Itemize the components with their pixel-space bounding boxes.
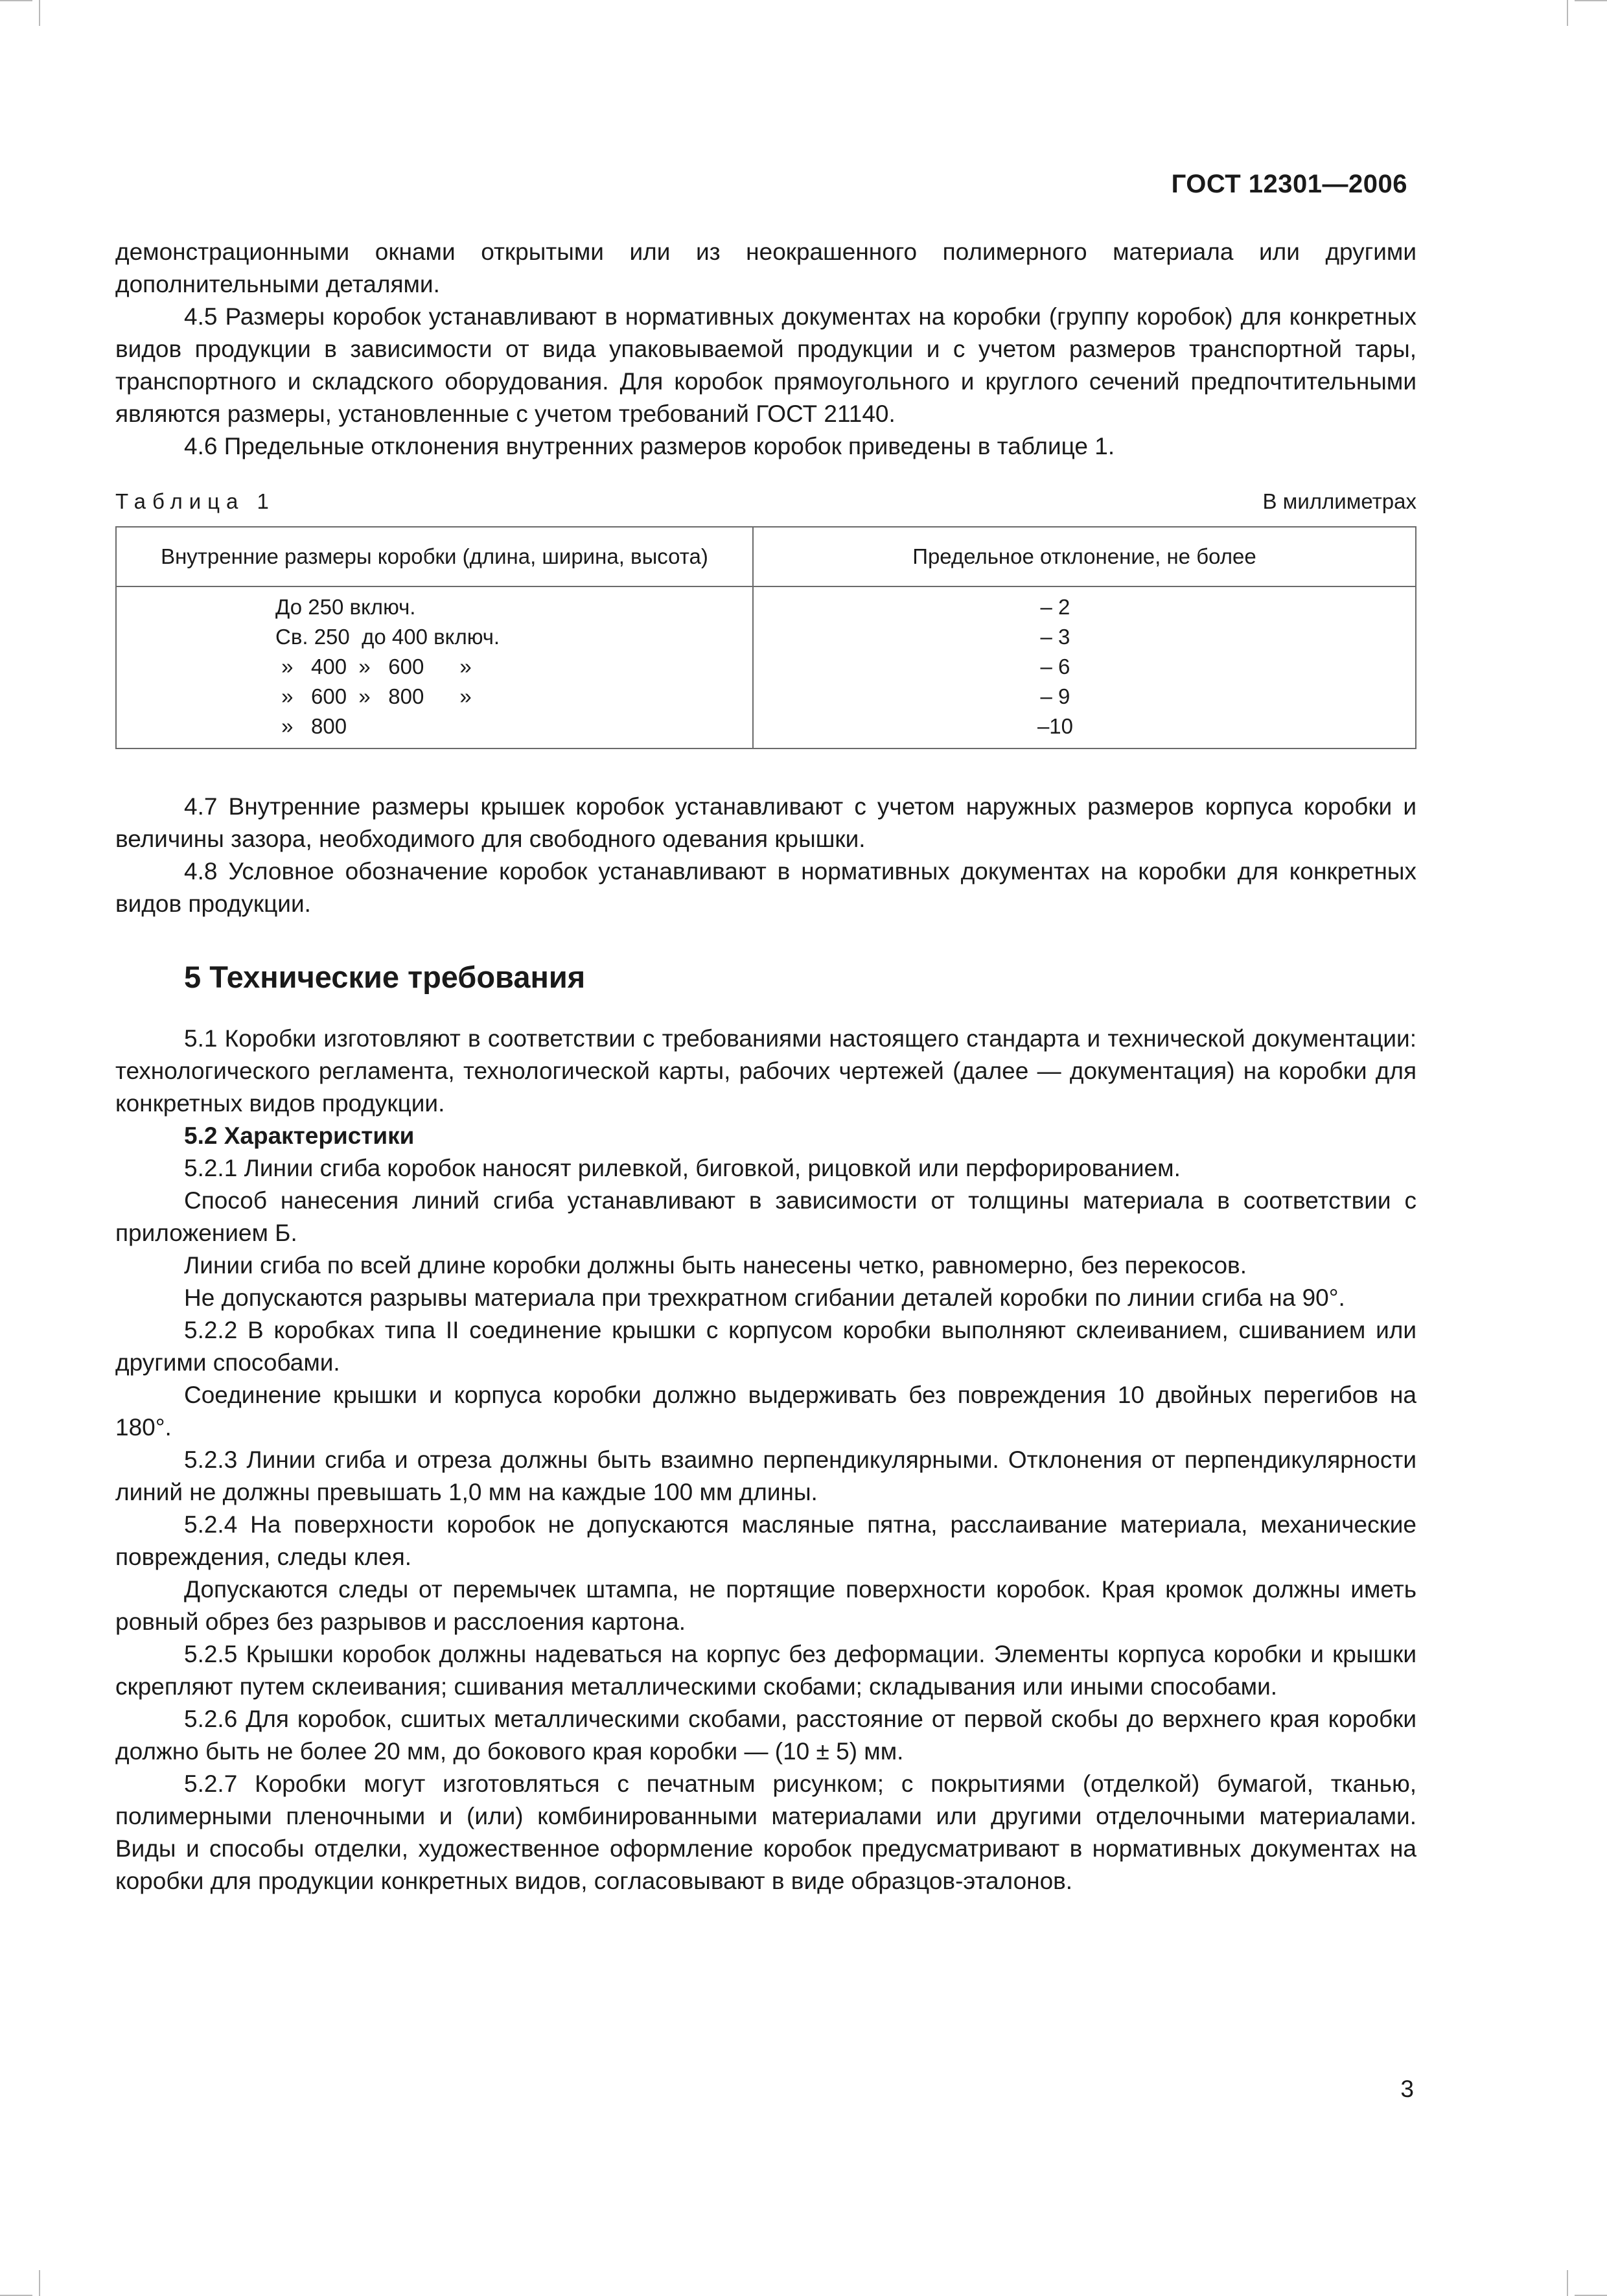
size-item: » 400 » 600 » xyxy=(275,655,472,678)
section-heading: 5 Технические требования xyxy=(184,960,586,994)
column-header: Предельное отклонение, не более xyxy=(753,527,1416,586)
paragraph: 5.2.6 Для коробок, сшитых металлическими скобами, расстояние от первой скобы до верхнего края коробки должно быть не более 20 мм, до бокового края коробки — (10 ± 5) мм. xyxy=(115,1706,1416,1765)
crop-mark xyxy=(1575,0,1607,1)
column-header: Внутренние размеры коробки (длина, ширина, высота) xyxy=(116,527,753,586)
paragraph: 5.2.4 На поверхности коробок не допускаются масляные пятна, расслаивание материала, механические повреждения, следы клея. xyxy=(115,1511,1416,1570)
paragraph: Соединение крышки и корпуса коробки должно выдерживать без повреждения 10 двойных перегибов на 180°. xyxy=(115,1382,1416,1441)
spacer xyxy=(115,749,1416,791)
table-units: В миллиметрах xyxy=(1262,489,1416,513)
subsection-heading: 5.2 Характеристики xyxy=(184,1122,415,1149)
table-header-row xyxy=(116,527,1416,586)
paragraph: 5.2.1 Линии сгиба коробок наносят рилевкой, биговкой, рицовкой или перфорированием. xyxy=(184,1155,1181,1181)
paragraph: Способ нанесения линий сгиба устанавливают в зависимости от толщины материала в соответствии с приложением Б. xyxy=(115,1187,1416,1246)
sizes-cell xyxy=(116,586,753,748)
paragraph: 4.8 Условное обозначение коробок устанавливают в нормативных документах на коробки для конкретных видов продукции. xyxy=(115,858,1416,917)
paragraph: 4.7 Внутренние размеры крышек коробок устанавливают с учетом наружных размеров корпуса коробки и величины зазора, необходимого для свободного одевания крышки. xyxy=(115,793,1416,852)
deviations-list xyxy=(754,587,1415,748)
crop-mark xyxy=(39,0,40,26)
paragraph: демонстрационными окнами открытыми или из неокрашенного полимерного материала или другими дополнительными деталями. xyxy=(115,238,1416,297)
paragraph: 5.2.7 Коробки могут изготовляться с печатным рисунком; с покрытиями (отделкой) бумагой, тканью, полимерными пленочными и (или) комбинированными материалами или другими отделочными материалами. Виды и способы отделки, художественное оформление коробок предусматривают в нормативных документах на коробки для продукции конкретных видов, согласовывают в виде образцов-эталонов. xyxy=(115,1770,1416,1894)
paragraph: 5.2.2 В коробках типа II соединение крышки с корпусом коробки выполняют склеиванием, сшиванием или другими способами. xyxy=(115,1317,1416,1376)
deviation-item: –10 xyxy=(1037,714,1073,738)
deviation-table xyxy=(115,526,1416,749)
paragraph: 5.2.3 Линии сгиба и отреза должны быть взаимно перпендикулярными. Отклонения от перпендикулярности линий не должны превышать 1,0 мм на каждые 100 мм длины. xyxy=(115,1446,1416,1505)
table-caption: Таблица 1 xyxy=(115,489,275,513)
deviation-item: – 9 xyxy=(1040,684,1070,708)
crop-mark xyxy=(39,2270,40,2296)
size-item: Св. 250 до 400 включ. xyxy=(275,625,500,649)
paragraph: 4.6 Предельные отклонения внутренних размеров коробок приведены в таблице 1. xyxy=(184,433,1115,459)
deviations-cell xyxy=(753,586,1416,748)
table-caption-row xyxy=(115,486,1416,517)
deviation-item: – 2 xyxy=(1040,595,1070,619)
paragraph: 5.2.5 Крышки коробок должны надеваться на корпус без деформации. Элементы корпуса коробки и крышки скрепляют путем склеивания; сшивания металлическими скобами; складывания или иными способами. xyxy=(115,1641,1416,1700)
crop-mark xyxy=(1567,0,1568,26)
page-number: 3 xyxy=(1400,2076,1414,2102)
size-item: » 800 xyxy=(275,714,347,738)
sizes-list xyxy=(117,587,752,748)
page-content xyxy=(115,236,1416,1897)
paragraph: Линии сгиба по всей длине коробки должны быть нанесены четко, равномерно, без перекосов. xyxy=(184,1252,1247,1279)
paragraph: Допускаются следы от перемычек штампа, не портящие поверхности коробок. Края кромок должны иметь ровный обрез без разрывов и расслоения картона. xyxy=(115,1576,1416,1635)
paragraph: Не допускаются разрывы материала при трехкратном сгибании деталей коробки по линии сгиба на 90°. xyxy=(184,1284,1345,1311)
document-code: ГОСТ 12301—2006 xyxy=(1171,170,1407,198)
paragraph: 5.1 Коробки изготовляют в соответствии с требованиями настоящего стандарта и технической документации: технологического регламента, технологической карты, рабочих чертежей (далее — документация) на коробки для конкретных видов продукции. xyxy=(115,1025,1416,1117)
paragraph: 4.5 Размеры коробок устанавливают в нормативных документах на коробки (группу коробок) для конкретных видов продукции в зависимости от вида упаковываемой продукции и с учетом размеров транспортной тары, транспортного и складского оборудования. Для коробок прямоугольного и круглого сечений предпочтительными являются размеры, установленные с учетом требований ГОСТ 21140. xyxy=(115,303,1416,427)
crop-mark xyxy=(0,0,32,1)
deviation-item: – 3 xyxy=(1040,625,1070,649)
size-item: » 600 » 800 » xyxy=(275,684,472,708)
deviation-item: – 6 xyxy=(1040,655,1070,678)
crop-mark xyxy=(1567,2270,1568,2296)
table-row xyxy=(116,586,1416,748)
size-item: До 250 включ. xyxy=(275,595,416,619)
